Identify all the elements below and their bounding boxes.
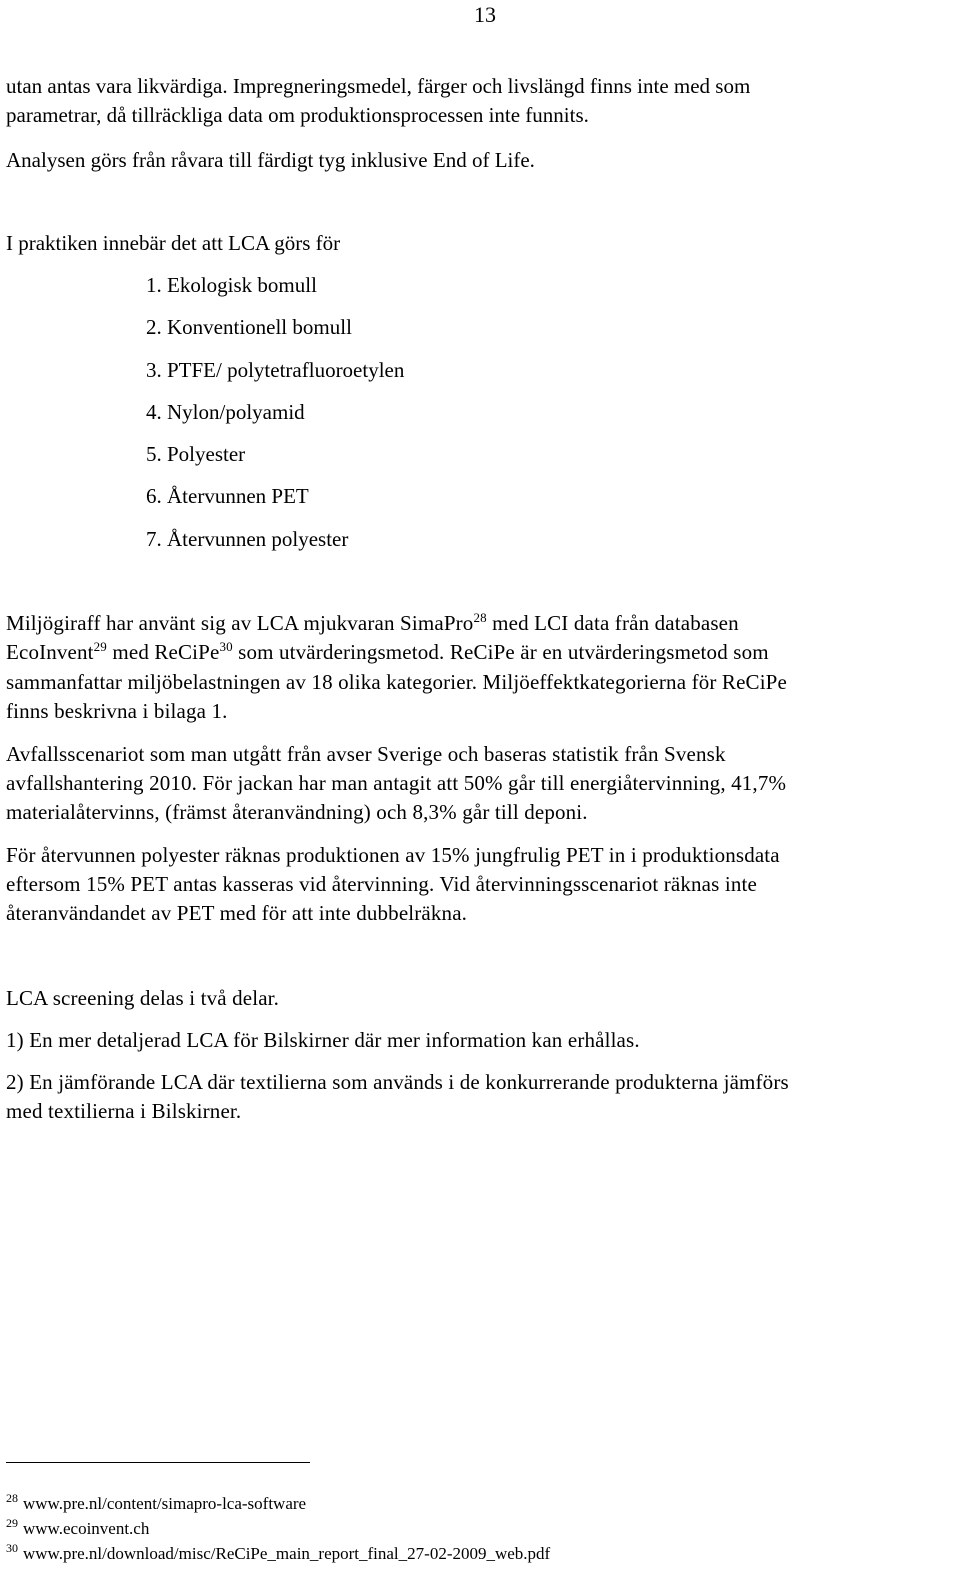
paragraph-analysis: Analysen görs från råvara till färdigt tyg inklusive End of Life. [6,148,535,172]
atervunnen-line-1: För återvunnen polyester räknas produktionen av 15% jungfrulig PET in i produktionsdata [6,843,780,867]
screening-part-2-line-2: med textilierna i Bilskirner. [6,1099,242,1123]
miljogiraff-line-1 [6,609,950,638]
avfall-line-2: avfallshantering 2010. För jackan har man antagit att 50% går till energiåtervinning, 41,7% [6,771,787,795]
miljogiraff-line-4: finns beskrivna i bilaga 1. [6,699,228,723]
miljogiraff-line-3: sammanfattar miljöbelastningen av 18 olika kategorier. Miljöeffektkategorierna för ReCiPe [6,670,787,694]
screening-part-1: 1) En mer detaljerad LCA för Bilskirner där mer information kan erhållas. [6,1028,640,1052]
text-span: med ReCiPe [106,640,220,664]
list-item: 1. Ekologisk bomull [146,273,317,297]
atervunnen-line-3: återanvändandet av PET med för att inte dubbelräkna. [6,901,468,925]
text-span: som utvärderingsmetod. ReCiPe är en utvärderingsmetod som [232,640,769,664]
paragraph-intro-line-2: parametrar, då tillräckliga data om produktionsprocessen inte funnits. [6,103,589,127]
paragraph-list-intro: I praktiken innebär det att LCA görs för [6,231,341,255]
list-item: 7. Återvunnen polyester [146,527,349,551]
miljogiraff-line-2 [6,638,950,667]
footnote-ref-29: 29 [93,639,107,654]
list-item: 2. Konventionell bomull [146,315,352,339]
footnote-number: 30 [6,1541,18,1555]
footnote-number: 29 [6,1516,18,1530]
avfall-line-3: materialåtervinns, (främst återanvändning) och 8,3% går till deponi. [6,800,588,824]
list-item: 6. Återvunnen PET [146,484,309,508]
avfall-line-1: Avfallsscenariot som man utgått från avser Sverige och baseras statistik från Svensk [6,742,726,766]
list-item: 4. Nylon/polyamid [146,400,305,424]
footnote-link-recipe-report[interactable]: www.pre.nl/download/misc/ReCiPe_main_report_final_27-02-2009_web.pdf [23,1544,551,1563]
paragraph-intro-line-1: utan antas vara likvärdiga. Impregneringsmedel, färger och livslängd finns inte med som [6,74,751,98]
text-span: EcoInvent [6,640,94,664]
footnote-link-ecoinvent[interactable]: www.ecoinvent.ch [23,1519,150,1538]
text-span: Miljögiraff har använt sig av LCA mjukvaran SimaPro [6,611,474,635]
text-span: med LCI data från databasen [486,611,739,635]
list-item: 5. Polyester [146,442,246,466]
footnote-28 [6,1493,306,1515]
list-item: 3. PTFE/ polytetrafluoroetylen [146,358,405,382]
screening-part-2-line-1: 2) En jämförande LCA där textilierna som används i de konkurrerande produkterna jämförs [6,1070,789,1094]
footnote-link-simapro[interactable]: www.pre.nl/content/simapro-lca-software [23,1494,307,1513]
footnote-separator [6,1462,310,1463]
screening-intro: LCA screening delas i två delar. [6,986,280,1010]
footnote-29 [6,1518,149,1540]
footnote-number: 28 [6,1491,18,1505]
page-number: 13 [474,2,496,27]
footnote-ref-28: 28 [473,610,487,625]
footnote-ref-30: 30 [219,639,233,654]
atervunnen-line-2: eftersom 15% PET antas kasseras vid återvinning. Vid återvinningsscenariot räknas inte [6,872,757,896]
footnote-30 [6,1543,550,1565]
